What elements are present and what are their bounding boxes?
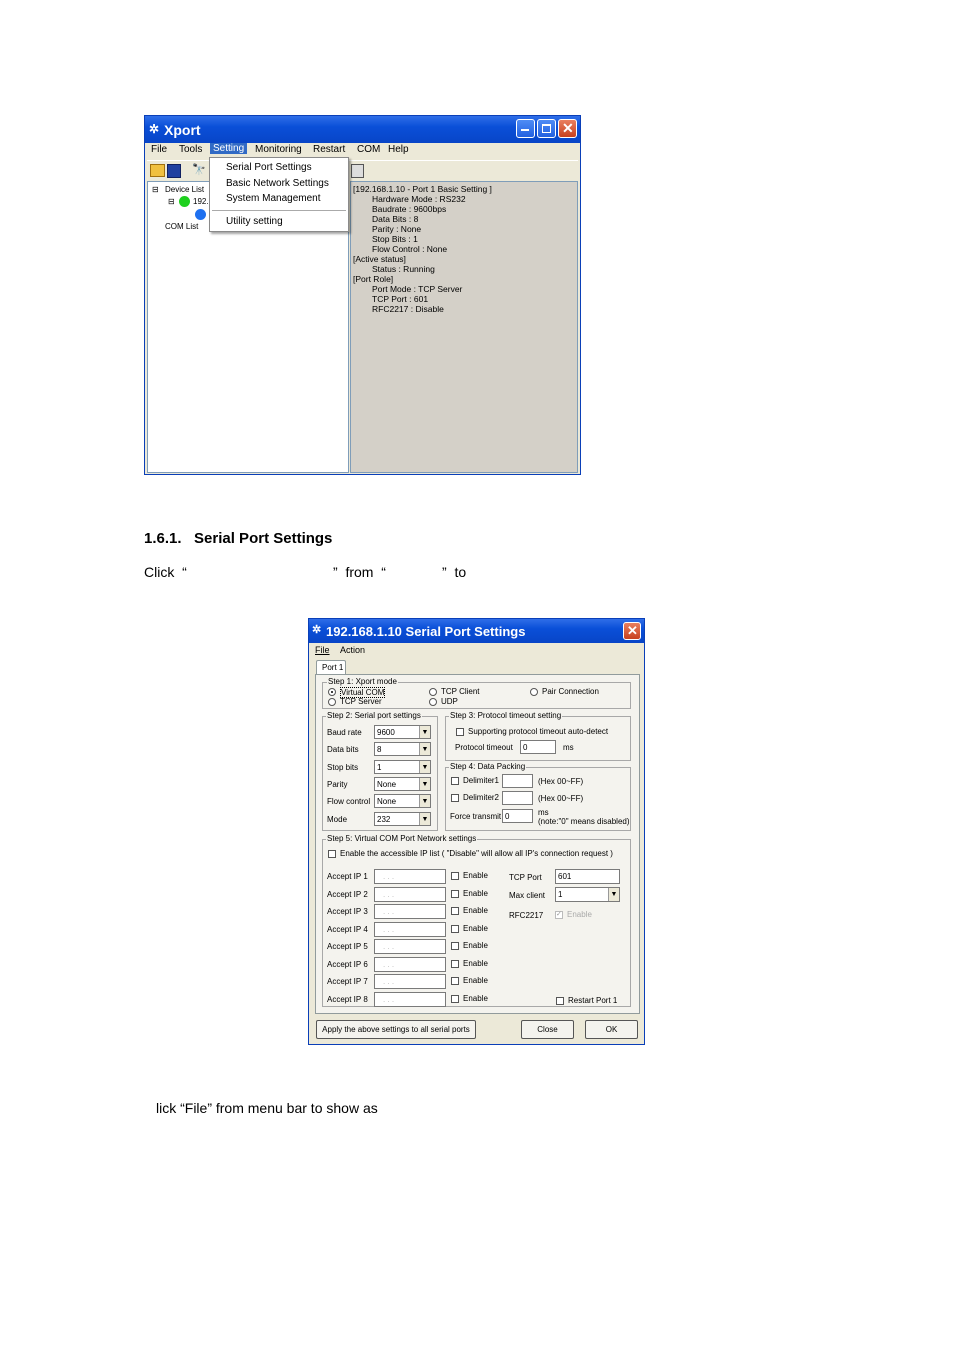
accept-ip-placeholder: . . . xyxy=(383,977,395,986)
force-transmit-input[interactable] xyxy=(502,809,533,823)
max-client-value: 1 xyxy=(558,890,563,899)
menu-separator xyxy=(212,210,346,211)
accept-ip-label: Accept IP 5 xyxy=(327,942,368,951)
info-line: [Active status] xyxy=(353,254,406,264)
flow-control-label: Flow control xyxy=(327,797,371,806)
baud-rate-label: Baud rate xyxy=(327,728,362,737)
serial-port-dialog xyxy=(308,618,645,1045)
menu-bar xyxy=(145,143,580,158)
delimiter2-label: Delimiter2 xyxy=(463,793,500,802)
info-line: TCP Port : 601 xyxy=(372,294,429,304)
accept-ip-input[interactable] xyxy=(374,887,446,902)
accept-ip-placeholder: . . . xyxy=(383,907,395,916)
dialog-close-button[interactable]: ✕ xyxy=(623,622,641,640)
menu-file[interactable]: File xyxy=(151,144,168,155)
baud-rate-value: 9600 xyxy=(377,728,395,737)
tree-device-ip[interactable]: 192. xyxy=(193,197,209,206)
tcp-port-value: 601 xyxy=(558,872,572,881)
flow-control-value: None xyxy=(377,797,397,806)
accept-ip-enable-label: Enable xyxy=(463,923,488,933)
radio-pair-connection-label: Pair Connection xyxy=(542,687,599,696)
accept-ip-label: Accept IP 1 xyxy=(327,872,368,881)
chevron-down-icon[interactable]: ▼ xyxy=(419,726,430,738)
force-transmit-value: 0 xyxy=(505,812,510,821)
accept-ip-input[interactable] xyxy=(374,957,446,972)
xport-title-bar xyxy=(145,116,580,143)
accept-ip-label: Accept IP 8 xyxy=(327,994,368,1004)
status-blue-icon xyxy=(195,209,206,220)
menu-basic-network-settings[interactable]: Basic Network Settings xyxy=(226,178,329,189)
tree-expand-icon[interactable]: ⊟ xyxy=(168,197,175,206)
accept-ip-placeholder: . . . xyxy=(383,994,395,1004)
delimiter1-hint: (Hex 00~FF) xyxy=(538,777,584,786)
force-transmit-label: Force transmit xyxy=(450,812,502,821)
info-line: Baudrate : 9600bps xyxy=(372,204,447,214)
accept-ip-label: Accept IP 4 xyxy=(327,924,368,934)
radio-tcp-server-label: TCP Server xyxy=(340,697,382,706)
radio-virtual-com[interactable] xyxy=(328,688,336,696)
maximize-button[interactable] xyxy=(537,119,556,138)
status-green-icon xyxy=(179,196,190,207)
footer-text: lick “File” from menu bar to show as xyxy=(156,1100,378,1116)
info-line: Status : Running xyxy=(372,264,435,274)
accept-ip-enable-checkbox[interactable] xyxy=(451,872,459,880)
data-bits-value: 8 xyxy=(377,745,382,754)
tree-device-list[interactable]: Device List xyxy=(165,185,205,194)
rfc2217-enable-label: Enable xyxy=(567,910,592,919)
radio-tcp-client[interactable] xyxy=(429,688,437,696)
menu-serial-port-settings[interactable]: Serial Port Settings xyxy=(226,162,312,173)
accept-ip-placeholder: . . . xyxy=(383,889,395,899)
accept-ip-input[interactable] xyxy=(374,992,446,1007)
radio-pair-connection[interactable] xyxy=(530,688,538,696)
accept-ip-enable-label: Enable xyxy=(463,958,488,968)
step4-label: Step 4: Data Packing xyxy=(450,762,526,771)
mode-select[interactable] xyxy=(374,812,431,826)
apply-all-ports-button[interactable] xyxy=(316,1020,476,1039)
accept-ip-enable-label: Enable xyxy=(463,941,488,950)
accept-ip-enable-checkbox[interactable] xyxy=(451,925,459,933)
chevron-down-icon[interactable]: ▼ xyxy=(419,813,430,825)
restart-port-label: Restart Port 1 xyxy=(568,996,618,1005)
tcp-port-label: TCP Port xyxy=(509,873,542,882)
info-line: [Port Role] xyxy=(353,274,394,284)
close-label: Close xyxy=(537,1025,558,1034)
accept-ip-label: Accept IP 6 xyxy=(327,959,368,969)
accept-ip-placeholder: . . . xyxy=(383,872,395,881)
radio-tcp-client-label: TCP Client xyxy=(441,687,480,696)
info-line: Parity : None xyxy=(372,224,422,234)
accept-ip-enable-checkbox[interactable] xyxy=(451,907,459,915)
info-line: Stop Bits : 1 xyxy=(372,234,418,244)
accept-ip-placeholder: . . . xyxy=(383,924,395,934)
info-line: RFC2217 : Disable xyxy=(372,304,444,314)
accept-ip-input[interactable] xyxy=(374,904,446,919)
enable-ip-list-label: Enable the accessible IP list ( "Disable" will allow all IP's connection request ) xyxy=(340,849,613,858)
force-transmit-note: (note:"0" means disabled) xyxy=(538,817,630,826)
protocol-timeout-input[interactable] xyxy=(520,740,556,754)
app-icon: ✲ xyxy=(312,624,322,636)
open-folder-icon[interactable] xyxy=(150,164,165,177)
menu-monitoring[interactable]: Monitoring xyxy=(255,144,302,155)
step1-label: Step 1: Xport mode xyxy=(328,677,397,686)
step5-label: Step 5: Virtual COM Port Network settings xyxy=(327,834,477,843)
dialog-title: 192.168.1.10 Serial Port Settings xyxy=(326,624,526,639)
section-heading: 1.6.1. Serial Port Settings xyxy=(144,530,333,547)
rfc2217-label: RFC2217 xyxy=(509,911,544,920)
accept-ip-enable-label: Enable xyxy=(463,976,488,985)
tab-label: Port 1 xyxy=(322,663,344,672)
delimiter1-label: Delimiter1 xyxy=(463,776,500,785)
accept-ip-enable-checkbox[interactable] xyxy=(451,960,459,968)
ok-button[interactable] xyxy=(585,1020,638,1039)
delimiter2-input[interactable] xyxy=(502,791,533,805)
data-bits-select[interactable] xyxy=(374,742,431,756)
chevron-down-icon[interactable]: ▼ xyxy=(419,743,430,755)
protocol-timeout-value: 0 xyxy=(523,743,528,752)
accept-ip-enable-checkbox[interactable] xyxy=(451,942,459,950)
max-client-select[interactable] xyxy=(555,887,620,902)
accept-ip-label: Accept IP 3 xyxy=(327,907,368,916)
data-bits-label: Data bits xyxy=(327,745,359,754)
accept-ip-label: Accept IP 7 xyxy=(327,977,368,986)
accept-ip-label: Accept IP 2 xyxy=(327,889,368,899)
accept-ip-input[interactable] xyxy=(374,939,446,954)
intro-from: ” from “ xyxy=(333,564,386,580)
protocol-timeout-unit: ms xyxy=(563,743,574,752)
mode-label: Mode xyxy=(327,815,348,824)
accept-ip-placeholder: . . . xyxy=(383,959,395,969)
radio-udp[interactable] xyxy=(429,698,437,706)
baud-rate-select[interactable] xyxy=(374,725,431,739)
protocol-timeout-label: Protocol timeout xyxy=(455,743,513,752)
max-client-label: Max client xyxy=(509,891,546,900)
accept-ip-enable-label: Enable xyxy=(463,993,488,1003)
radio-tcp-server[interactable] xyxy=(328,698,336,706)
menu-tools[interactable]: Tools xyxy=(179,144,203,155)
chevron-down-icon[interactable]: ▼ xyxy=(419,795,430,807)
delimiter1-input[interactable] xyxy=(502,774,533,788)
menu-utility-setting[interactable]: Utility setting xyxy=(226,216,283,227)
stop-bits-select[interactable] xyxy=(374,760,431,774)
enable-ip-list-checkbox[interactable] xyxy=(328,850,336,858)
step3-label: Step 3: Protocol timeout setting xyxy=(450,711,562,720)
step2-label: Step 2: Serial port settings xyxy=(327,711,421,720)
protocol-timeout-checkbox[interactable] xyxy=(456,728,464,736)
accept-ip-enable-checkbox[interactable] xyxy=(451,977,459,985)
minimize-button[interactable] xyxy=(516,119,535,138)
radio-virtual-com-label: Virtual COM xyxy=(341,688,385,697)
chevron-down-icon[interactable]: ▼ xyxy=(608,888,619,901)
mode-value: 232 xyxy=(377,815,391,824)
intro-click: Click “ xyxy=(144,564,187,580)
accept-ip-enable-label: Enable xyxy=(463,888,488,898)
close-dialog-button[interactable] xyxy=(521,1020,574,1039)
chevron-down-icon[interactable]: ▼ xyxy=(419,778,430,790)
chevron-down-icon[interactable]: ▼ xyxy=(419,761,430,773)
tab-port-1[interactable] xyxy=(316,660,346,675)
dialog-menu-file[interactable]: File xyxy=(315,645,330,655)
delimiter2-checkbox[interactable] xyxy=(451,794,459,802)
setting-dropdown-menu xyxy=(209,157,349,232)
intro-to: ” to xyxy=(442,564,467,580)
accept-ip-input[interactable] xyxy=(374,869,446,884)
restart-port-checkbox[interactable] xyxy=(556,997,564,1005)
flow-control-select[interactable] xyxy=(374,794,431,808)
force-transmit-unit: ms xyxy=(538,808,549,817)
apply-all-label: Apply the above settings to all serial ports xyxy=(322,1025,470,1034)
step3-group xyxy=(445,716,631,761)
window-title: Xport xyxy=(164,122,201,138)
ok-label: OK xyxy=(605,1025,618,1034)
info-pane xyxy=(350,181,578,473)
find-binoculars-icon[interactable]: 🔭 xyxy=(192,164,206,176)
accept-ip-placeholder: . . . xyxy=(383,942,395,951)
accept-ip-enable-label: Enable xyxy=(463,906,488,915)
menu-restart[interactable]: Restart xyxy=(313,144,346,155)
menu-com[interactable]: COM xyxy=(357,144,381,155)
tree-expand-icon[interactable]: ⊟ xyxy=(152,185,159,194)
info-line: Hardware Mode : RS232 xyxy=(372,194,466,204)
info-line: Port Mode : TCP Server xyxy=(372,284,463,294)
parity-select[interactable] xyxy=(374,777,431,791)
delimiter1-checkbox[interactable] xyxy=(451,777,459,785)
radio-udp-label: UDP xyxy=(441,697,458,706)
accept-ip-input[interactable] xyxy=(374,922,446,937)
toolbar-extra-icon[interactable] xyxy=(351,164,364,178)
parity-label: Parity xyxy=(327,780,348,789)
info-line: Data Bits : 8 xyxy=(372,214,419,224)
parity-value: None xyxy=(377,780,397,789)
stop-bits-value: 1 xyxy=(377,763,382,772)
dialog-title-bar xyxy=(309,619,644,643)
rfc2217-checkbox: ✓ xyxy=(556,911,562,918)
protocol-timeout-checkbox-label: Supporting protocol timeout auto-detect xyxy=(468,727,609,736)
close-button[interactable]: ✕ xyxy=(558,119,577,138)
info-line: Flow Control : None xyxy=(372,244,448,254)
menu-help[interactable]: Help xyxy=(388,144,409,155)
stop-bits-label: Stop bits xyxy=(327,763,359,772)
tree-com-list[interactable]: COM List xyxy=(165,222,199,231)
accept-ip-input[interactable] xyxy=(374,974,446,989)
accept-ip-enable-checkbox[interactable] xyxy=(451,890,459,898)
menu-setting[interactable]: Setting xyxy=(210,143,247,154)
accept-ip-enable-label: Enable xyxy=(463,871,488,880)
save-disk-icon[interactable] xyxy=(167,164,181,178)
info-line: [192.168.1.10 - Port 1 Basic Setting ] xyxy=(353,184,492,194)
dialog-menu-action[interactable]: Action xyxy=(340,645,366,655)
delimiter2-hint: (Hex 00~FF) xyxy=(538,794,584,803)
xport-window xyxy=(144,115,581,475)
accept-ip-enable-checkbox[interactable] xyxy=(451,995,459,1003)
tcp-port-input[interactable] xyxy=(555,869,620,884)
menu-system-management[interactable]: System Management xyxy=(226,193,321,204)
app-icon: ✲ xyxy=(149,122,160,136)
